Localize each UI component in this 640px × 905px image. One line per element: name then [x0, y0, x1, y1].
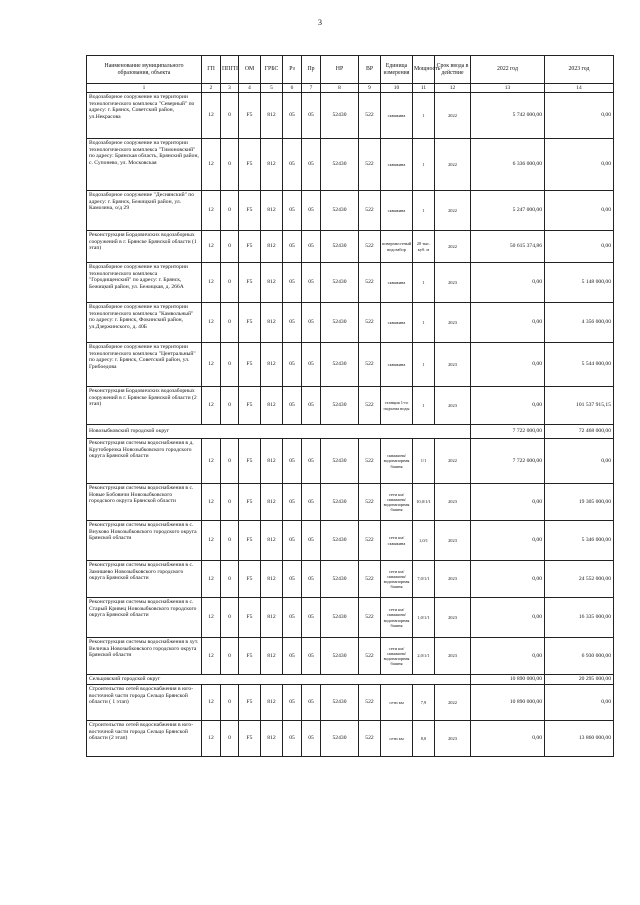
- cell-om: F5: [239, 191, 261, 231]
- cell-nr: 52430: [321, 439, 359, 484]
- cell-vr: 522: [359, 343, 381, 387]
- table-body: [87, 93, 614, 757]
- column-number: 8: [321, 84, 359, 93]
- cell-nr: 52430: [321, 343, 359, 387]
- cell-unit: сети км/скважина/водонапорная башня: [381, 484, 413, 521]
- cell-pr: 05: [302, 521, 321, 561]
- cell-y2022: 0,00: [471, 263, 545, 303]
- cell-vr: 522: [359, 521, 381, 561]
- cell-year: 2023: [435, 263, 471, 303]
- column-number: 1: [87, 84, 202, 93]
- cell-pr: 05: [302, 387, 321, 425]
- cell-y2022: 0,00: [471, 521, 545, 561]
- column-number: 11: [413, 84, 435, 93]
- cell-vr: 522: [359, 303, 381, 343]
- cell-om: F5: [239, 343, 261, 387]
- cell-y2022: 0,00: [471, 387, 545, 425]
- cell-cap: 10,0/1/1: [413, 484, 435, 521]
- cell-vr: 522: [359, 685, 381, 721]
- cell-cap: 8,0: [413, 721, 435, 757]
- cell-unit: сети км/скважина/водонапорная башня: [381, 638, 413, 675]
- object-name: Водозаборное сооружение на территории технологического комплекса "Северный" по адресу: г. Брянск, Советский район, ул.Некрасова: [87, 93, 202, 139]
- cell-grbs: 812: [261, 303, 283, 343]
- cell-year: 2023: [435, 521, 471, 561]
- cell-y2022: 5 742 000,00: [471, 93, 545, 139]
- cell-pr: 05: [302, 303, 321, 343]
- group-row: [87, 675, 614, 685]
- cell-cap: 7,0/1/1: [413, 561, 435, 598]
- object-name: Водозаборное сооружение на территории технологического комплекса "Камвольный" по адресу: г. Брянск, Фокинский район, ул.Дзержинского, д. 40Б: [87, 303, 202, 343]
- cell-pr: 05: [302, 598, 321, 638]
- cell-pr: 05: [302, 263, 321, 303]
- cell-unit: сети км/скважина: [381, 521, 413, 561]
- header-col-13: 2022 год: [471, 56, 545, 84]
- cell-gp: 12: [202, 561, 221, 598]
- cell-year: 2022: [435, 93, 471, 139]
- cell-y2022: 0,00: [471, 638, 545, 675]
- cell-vr: 522: [359, 231, 381, 263]
- cell-y2023: 5 346 000,00: [545, 521, 614, 561]
- cell-rz: 05: [283, 598, 302, 638]
- cell-cap: 1: [413, 387, 435, 425]
- cell-y2022: 0,00: [471, 561, 545, 598]
- cell-gp: 12: [202, 191, 221, 231]
- table-row: [87, 303, 614, 343]
- cell-om: F5: [239, 638, 261, 675]
- cell-rz: 05: [283, 343, 302, 387]
- cell-rz: 05: [283, 721, 302, 757]
- group-total-y2023: 72 468 000,00: [545, 425, 614, 439]
- cell-om: F5: [239, 598, 261, 638]
- header-col-9: ВР: [359, 56, 381, 84]
- cell-unit: сети км: [381, 685, 413, 721]
- cell-gp: 12: [202, 721, 221, 757]
- cell-cap: 1: [413, 263, 435, 303]
- cell-gp: 12: [202, 93, 221, 139]
- cell-nr: 52430: [321, 561, 359, 598]
- table-row: [87, 387, 614, 425]
- cell-y2023: 0,00: [545, 93, 614, 139]
- cell-gp: 12: [202, 521, 221, 561]
- column-number: 2: [202, 84, 221, 93]
- group-row: [87, 425, 614, 439]
- cell-nr: 52430: [321, 387, 359, 425]
- cell-y2023: 0,00: [545, 231, 614, 263]
- cell-nr: 52430: [321, 93, 359, 139]
- cell-rz: 05: [283, 561, 302, 598]
- group-total-y2022: 7 722 000,00: [471, 425, 545, 439]
- cell-nr: 52430: [321, 638, 359, 675]
- table-row: [87, 638, 614, 675]
- cell-ppgp: 0: [221, 191, 239, 231]
- object-name: Реконструкция Бордовичских водозаборных сооружений в г. Брянске Брянской области (1 этап): [87, 231, 202, 263]
- cell-gp: 12: [202, 231, 221, 263]
- cell-om: F5: [239, 521, 261, 561]
- cell-om: F5: [239, 439, 261, 484]
- column-number: 12: [435, 84, 471, 93]
- cell-y2022: 0,00: [471, 303, 545, 343]
- cell-cap: 1,0/1: [413, 521, 435, 561]
- cell-pr: 05: [302, 231, 321, 263]
- header-col-12: Срок ввода в действие: [435, 56, 471, 84]
- table-row: [87, 521, 614, 561]
- group-name: Новозыбковский городской округ: [87, 425, 471, 439]
- cell-gp: 12: [202, 263, 221, 303]
- cell-year: 2023: [435, 343, 471, 387]
- cell-cap: 1: [413, 139, 435, 191]
- cell-pr: 05: [302, 93, 321, 139]
- table-row: [87, 93, 614, 139]
- object-name: Водозаборное сооружение "Деснянский" по адресу: г. Брянск, Бежицкий район, ул. Камозина, о/д 29: [87, 191, 202, 231]
- cell-vr: 522: [359, 598, 381, 638]
- cell-ppgp: 0: [221, 561, 239, 598]
- cell-ppgp: 0: [221, 521, 239, 561]
- cell-year: 2022: [435, 685, 471, 721]
- cell-unit: скважина: [381, 191, 413, 231]
- budget-table: [86, 55, 614, 757]
- table-row: [87, 721, 614, 757]
- cell-nr: 52430: [321, 139, 359, 191]
- cell-vr: 522: [359, 191, 381, 231]
- cell-vr: 522: [359, 263, 381, 303]
- cell-cap: 1/1: [413, 439, 435, 484]
- cell-ppgp: 0: [221, 484, 239, 521]
- cell-om: F5: [239, 685, 261, 721]
- cell-y2023: 5 148 000,00: [545, 263, 614, 303]
- header-col-10: Единица измерения: [381, 56, 413, 84]
- table-row: [87, 598, 614, 638]
- cell-pr: 05: [302, 721, 321, 757]
- cell-rz: 05: [283, 387, 302, 425]
- cell-y2023: 101 537 915,15: [545, 387, 614, 425]
- cell-rz: 05: [283, 139, 302, 191]
- cell-y2022: 7 722 000,00: [471, 439, 545, 484]
- cell-cap: 7,9: [413, 685, 435, 721]
- table-row: [87, 191, 614, 231]
- header-col-14: 2023 год: [545, 56, 614, 84]
- cell-om: F5: [239, 139, 261, 191]
- cell-grbs: 812: [261, 638, 283, 675]
- table-row: [87, 139, 614, 191]
- header-col-11: Мощность: [413, 56, 435, 84]
- cell-y2023: 0,00: [545, 439, 614, 484]
- object-name: Реконструкция системы водоснабжения в с. Старый Кривец Новозыбковского городского округа Брянской области: [87, 598, 202, 638]
- cell-unit: сети км: [381, 721, 413, 757]
- cell-year: 2023: [435, 303, 471, 343]
- cell-pr: 05: [302, 638, 321, 675]
- group-name: Сельцовский городской округ: [87, 675, 471, 685]
- cell-vr: 522: [359, 721, 381, 757]
- cell-ppgp: 0: [221, 139, 239, 191]
- cell-cap: 1: [413, 343, 435, 387]
- cell-pr: 05: [302, 439, 321, 484]
- column-number: 4: [239, 84, 261, 93]
- cell-y2023: 0,00: [545, 191, 614, 231]
- cell-nr: 52430: [321, 484, 359, 521]
- column-number: 7: [302, 84, 321, 93]
- cell-grbs: 812: [261, 598, 283, 638]
- cell-year: 2022: [435, 231, 471, 263]
- cell-grbs: 812: [261, 521, 283, 561]
- cell-unit: скважина: [381, 263, 413, 303]
- cell-pr: 05: [302, 561, 321, 598]
- cell-year: 2023: [435, 638, 471, 675]
- object-name: Реконструкция системы водоснабжения в д. Крутоберезка Новозыбковского городского округа Брянской области: [87, 439, 202, 484]
- cell-grbs: 812: [261, 263, 283, 303]
- cell-nr: 52430: [321, 191, 359, 231]
- cell-cap: 1: [413, 303, 435, 343]
- cell-rz: 05: [283, 303, 302, 343]
- object-name: Реконструкция системы водоснабжения в с. Внуково Новозыбковского городского округа Брянской области: [87, 521, 202, 561]
- cell-y2022: 6 336 000,00: [471, 139, 545, 191]
- object-name: Водозаборное сооружение на территории технологического комплекса "Тимоновский" по адресу: Брянская область, Брянский район, с. Супонево, ул. Московская: [87, 139, 202, 191]
- cell-unit: станция 1-го подъема воды: [381, 387, 413, 425]
- object-name: Водозаборное сооружение на территории технологического комплекса "Центральный" по адресу: г. Брянск, Советский район, ул. Грибоедова: [87, 343, 202, 387]
- cell-vr: 522: [359, 439, 381, 484]
- group-total-y2022: 10 890 000,00: [471, 675, 545, 685]
- cell-nr: 52430: [321, 521, 359, 561]
- cell-gp: 12: [202, 387, 221, 425]
- cell-grbs: 812: [261, 231, 283, 263]
- table-row: [87, 231, 614, 263]
- cell-year: 2022: [435, 191, 471, 231]
- cell-nr: 52430: [321, 263, 359, 303]
- cell-rz: 05: [283, 484, 302, 521]
- table-row: [87, 685, 614, 721]
- cell-ppgp: 0: [221, 598, 239, 638]
- cell-rz: 05: [283, 521, 302, 561]
- cell-gp: 12: [202, 303, 221, 343]
- object-name: Строительство сетей водоснабжения в юго-восточной части города Сельцо Брянской области ( 1 этап): [87, 685, 202, 721]
- cell-grbs: 812: [261, 191, 283, 231]
- cell-grbs: 812: [261, 343, 283, 387]
- object-name: Реконструкция системы водоснабжения в хут. Величка Новозыбковского городского округа Брянской области: [87, 638, 202, 675]
- cell-om: F5: [239, 387, 261, 425]
- cell-y2022: 50 615 374,86: [471, 231, 545, 263]
- column-number: 5: [261, 84, 283, 93]
- table-row: [87, 439, 614, 484]
- cell-y2022: 10 890 000,00: [471, 685, 545, 721]
- table-row: [87, 484, 614, 521]
- header-col-4: ОМ: [239, 56, 261, 84]
- cell-pr: 05: [302, 191, 321, 231]
- cell-year: 2023: [435, 387, 471, 425]
- cell-year: 2023: [435, 598, 471, 638]
- cell-ppgp: 0: [221, 638, 239, 675]
- cell-year: 2022: [435, 139, 471, 191]
- cell-grbs: 812: [261, 484, 283, 521]
- cell-om: F5: [239, 303, 261, 343]
- cell-ppgp: 0: [221, 231, 239, 263]
- cell-y2023: 24 552 000,00: [545, 561, 614, 598]
- cell-pr: 05: [302, 343, 321, 387]
- column-number: 3: [221, 84, 239, 93]
- column-number: 9: [359, 84, 381, 93]
- cell-y2023: 0,00: [545, 685, 614, 721]
- cell-ppgp: 0: [221, 303, 239, 343]
- object-name: Реконструкция системы водоснабжения в с. Замишево Новозыбковского городского округа Брянской области: [87, 561, 202, 598]
- cell-nr: 52430: [321, 231, 359, 263]
- header-col-3: ППГП: [221, 56, 239, 84]
- cell-om: F5: [239, 561, 261, 598]
- cell-ppgp: 0: [221, 685, 239, 721]
- cell-om: F5: [239, 93, 261, 139]
- cell-y2022: 0,00: [471, 598, 545, 638]
- object-name: Реконструкция системы водоснабжения в с. Новые Бобовичи Новозыбковского городского округа Брянской области: [87, 484, 202, 521]
- cell-grbs: 812: [261, 685, 283, 721]
- cell-year: 2023: [435, 721, 471, 757]
- cell-gp: 12: [202, 638, 221, 675]
- cell-om: F5: [239, 263, 261, 303]
- cell-vr: 522: [359, 561, 381, 598]
- object-name: Реконструкция Бордовичских водозаборных сооружений в г. Брянске Брянской области (2 этап): [87, 387, 202, 425]
- cell-rz: 05: [283, 638, 302, 675]
- cell-nr: 52430: [321, 685, 359, 721]
- cell-y2023: 16 335 000,00: [545, 598, 614, 638]
- cell-rz: 05: [283, 685, 302, 721]
- cell-unit: скважина: [381, 139, 413, 191]
- cell-y2023: 5 544 000,00: [545, 343, 614, 387]
- header-col-2: ГП: [202, 56, 221, 84]
- cell-ppgp: 0: [221, 263, 239, 303]
- cell-y2022: 0,00: [471, 484, 545, 521]
- cell-gp: 12: [202, 343, 221, 387]
- table-row: [87, 343, 614, 387]
- cell-nr: 52430: [321, 721, 359, 757]
- cell-unit: сети км/скважина/водонапорная башня: [381, 598, 413, 638]
- cell-grbs: 812: [261, 387, 283, 425]
- cell-cap: 20 тыс. куб. м: [413, 231, 435, 263]
- column-number: 14: [545, 84, 614, 93]
- cell-year: 2023: [435, 484, 471, 521]
- cell-y2023: 0,00: [545, 139, 614, 191]
- cell-nr: 52430: [321, 598, 359, 638]
- cell-vr: 522: [359, 387, 381, 425]
- cell-ppgp: 0: [221, 721, 239, 757]
- cell-grbs: 812: [261, 561, 283, 598]
- cell-rz: 05: [283, 439, 302, 484]
- cell-vr: 522: [359, 638, 381, 675]
- cell-y2023: 19 305 000,00: [545, 484, 614, 521]
- cell-om: F5: [239, 231, 261, 263]
- cell-grbs: 812: [261, 721, 283, 757]
- cell-y2022: 0,00: [471, 721, 545, 757]
- cell-y2022: 5 247 000,00: [471, 191, 545, 231]
- cell-unit: сети км/скважина/водонапорная башня: [381, 561, 413, 598]
- column-number: 10: [381, 84, 413, 93]
- cell-ppgp: 0: [221, 93, 239, 139]
- cell-gp: 12: [202, 484, 221, 521]
- column-number: 6: [283, 84, 302, 93]
- header-col-5: ГРБС: [261, 56, 283, 84]
- cell-pr: 05: [302, 685, 321, 721]
- header-col-1: Наименование муниципального образования, объекта: [87, 56, 202, 84]
- cell-cap: 1: [413, 93, 435, 139]
- cell-om: F5: [239, 484, 261, 521]
- cell-om: F5: [239, 721, 261, 757]
- cell-pr: 05: [302, 484, 321, 521]
- header-col-8: НР: [321, 56, 359, 84]
- cell-year: 2023: [435, 561, 471, 598]
- cell-cap: 1: [413, 191, 435, 231]
- table-header-row: [87, 56, 614, 84]
- column-number-row: [87, 84, 614, 93]
- header-col-7: Пр: [302, 56, 321, 84]
- cell-y2023: 4 356 000,00: [545, 303, 614, 343]
- cell-cap: 2,0/1/1: [413, 638, 435, 675]
- table-row: [87, 263, 614, 303]
- cell-ppgp: 0: [221, 439, 239, 484]
- column-number: 13: [471, 84, 545, 93]
- cell-ppgp: 0: [221, 387, 239, 425]
- cell-y2022: 0,00: [471, 343, 545, 387]
- cell-grbs: 812: [261, 139, 283, 191]
- cell-grbs: 812: [261, 93, 283, 139]
- page-number: 3: [318, 18, 322, 27]
- cell-unit: скважина: [381, 303, 413, 343]
- header-col-6: Рз: [283, 56, 302, 84]
- cell-rz: 05: [283, 263, 302, 303]
- cell-grbs: 812: [261, 439, 283, 484]
- cell-vr: 522: [359, 484, 381, 521]
- table-row: [87, 561, 614, 598]
- group-total-y2023: 20 295 000,00: [545, 675, 614, 685]
- cell-vr: 522: [359, 139, 381, 191]
- cell-unit: скважина/водонапорная башня: [381, 439, 413, 484]
- cell-gp: 12: [202, 139, 221, 191]
- object-name: Строительство сетей водоснабжения в юго-восточной части города Сельцо Брянской области (2 этап): [87, 721, 202, 757]
- cell-unit: скважина: [381, 93, 413, 139]
- cell-gp: 12: [202, 598, 221, 638]
- cell-gp: 12: [202, 439, 221, 484]
- cell-unit: поверхностный водозабор: [381, 231, 413, 263]
- cell-year: 2022: [435, 439, 471, 484]
- cell-y2023: 13 860 000,00: [545, 721, 614, 757]
- cell-gp: 12: [202, 685, 221, 721]
- cell-vr: 522: [359, 93, 381, 139]
- cell-rz: 05: [283, 191, 302, 231]
- cell-unit: скважина: [381, 343, 413, 387]
- cell-nr: 52430: [321, 303, 359, 343]
- cell-cap: 1,0/1/1: [413, 598, 435, 638]
- object-name: Водозаборное сооружение на территории технологического комплекса "Городищенский" по адресу: г. Брянск, Бежицкий район, ул. Бежицкая, д. 266А: [87, 263, 202, 303]
- cell-rz: 05: [283, 231, 302, 263]
- cell-y2023: 6 930 000,00: [545, 638, 614, 675]
- cell-ppgp: 0: [221, 343, 239, 387]
- cell-pr: 05: [302, 139, 321, 191]
- cell-rz: 05: [283, 93, 302, 139]
